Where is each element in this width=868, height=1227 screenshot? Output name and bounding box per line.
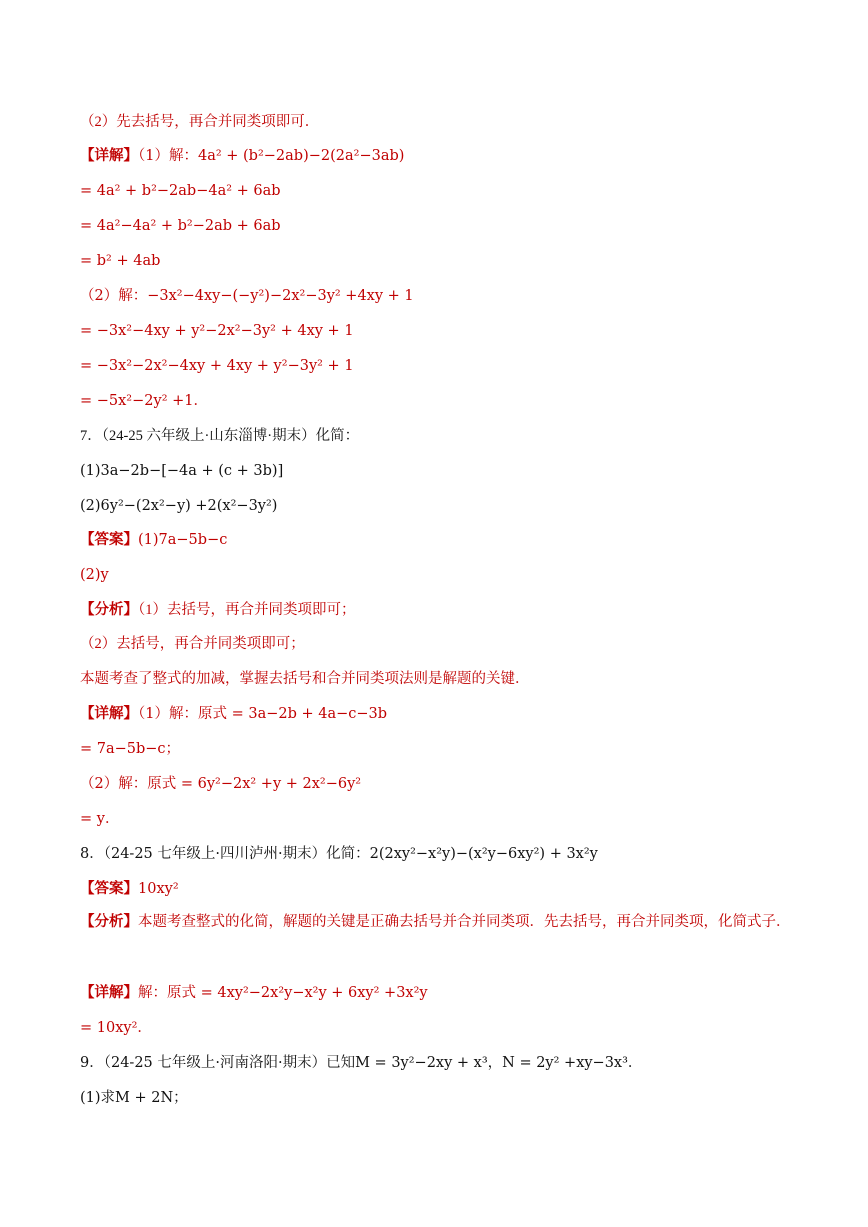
solution-step: = 4a² + b²−2ab−4a² + 6ab [80, 183, 281, 199]
analysis-7: 【分析】（1）去括号，再合并同类项即可； [80, 602, 356, 618]
solution-step: （2）解：原式 = 6y²−2x² +y + 2x²−6y² [80, 776, 362, 792]
question-7: 7．（24-25 六年级上·山东淄博·期末）化简： [80, 428, 360, 444]
analysis-7-part2: （2）去括号，再合并同类项即可； [80, 636, 305, 652]
question-7-part1: (1)3a−2b−[−4a + (c + 3b)] [80, 463, 284, 479]
solution-step: = −5x²−2y² +1． [80, 393, 208, 409]
answer-7: 【答案】(1)7a−5b−c [80, 532, 228, 548]
answer-7-part2: (2)y [80, 567, 109, 583]
question-9: 9．（24-25 七年级上·河南洛阳·期末）已知M = 3y²−2xy + x³，N = 2y² +xy−3x³． [80, 1055, 643, 1071]
solution-step: = 4a²−4a² + b²−2ab + 6ab [80, 218, 281, 234]
solution-step: = −3x²−4xy + y²−2x²−3y² + 4xy + 1 [80, 323, 354, 339]
analysis-part2: （2）先去括号，再合并同类项即可． [80, 114, 320, 130]
solution-step: = 10xy²． [80, 1020, 152, 1036]
detail-8: 【详解】解：原式 = 4xy²−2x²y−x²y + 6xy² +3x²y [80, 985, 428, 1001]
solution-step: = 7a−5b−c； [80, 741, 181, 757]
detail-7: 【详解】（1）解：原式 = 3a−2b + 4a−c−3b [80, 706, 388, 722]
solution-step: = b² + 4ab [80, 253, 161, 269]
question-8: 8．（24-25 七年级上·四川泸州·期末）化简：2(2xy²−x²y)−(x²y−6xy²) + 3x²y [80, 846, 598, 862]
analysis-7-summary: 本题考查了整式的加减，掌握去括号和合并同类项法则是解题的关键． [80, 671, 530, 687]
analysis-8: 【分析】本题考查整式的化简，解题的关键是正确去括号并合并同类项．先去括号，再合并同类项，化简式子． [80, 914, 791, 930]
solution-step: （2）解：−3x²−4xy−(−y²)−2x²−3y² +4xy + 1 [80, 288, 414, 304]
solution-step: = −3x²−2x²−4xy + 4xy + y²−3y² + 1 [80, 358, 354, 374]
answer-8: 【答案】10xy² [80, 881, 179, 897]
solution-step: = y． [80, 811, 120, 827]
question-7-part2: (2)6y²−(2x²−y) +2(x²−3y²) [80, 498, 278, 514]
question-9-part1: (1)求M + 2N； [80, 1090, 188, 1106]
detail-heading: 【详解】（1）解：4a² + (b²−2ab)−2(2a²−3ab) [80, 148, 405, 164]
